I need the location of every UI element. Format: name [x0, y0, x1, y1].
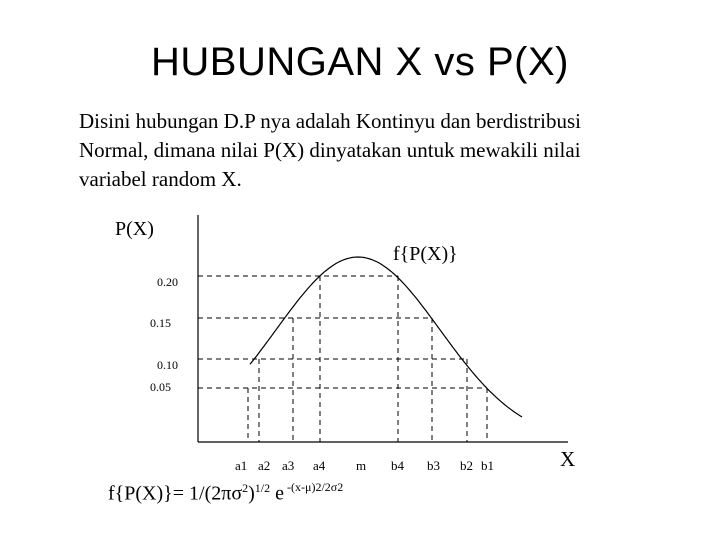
x-tick-label: b2 [460, 458, 473, 473]
y-tick-label: 0.10 [157, 358, 178, 372]
formula-sigma-power: 2 [242, 481, 249, 495]
description-line: variabel random X. [79, 167, 242, 191]
formula-exponent: -(x-μ)2/2σ2 [284, 479, 344, 494]
x-axis-label: X [560, 447, 576, 471]
x-tick-label: a2 [258, 458, 271, 473]
description-line: Disini hubungan D.P nya adalah Kontinyu dan berdistribusi [79, 109, 581, 133]
formula-half-power: 1/2 [254, 481, 271, 495]
x-tick-label: b4 [391, 458, 404, 473]
y-tick-label: 0.05 [150, 380, 171, 394]
formula-lhs: f{P(X)}= 1/(2πσ [108, 482, 243, 505]
x-tick-label: b3 [427, 458, 440, 473]
slide-title: HUBUNGAN X vs P(X) [151, 40, 569, 84]
y-tick-label: 0.15 [150, 316, 171, 330]
x-tick-label: m [356, 458, 367, 473]
curve-label: f{P(X)} [393, 243, 458, 265]
y-axis-label: P(X) [115, 218, 154, 240]
x-tick-label: b1 [481, 458, 494, 473]
description-line: Normal, dimana nilai P(X) dinyatakan untuk mewakili nilai [79, 138, 581, 162]
x-tick-label: a4 [313, 458, 326, 473]
x-tick-label: a3 [282, 458, 295, 473]
formula-e: e [270, 482, 285, 505]
x-tick-label: a1 [235, 458, 248, 473]
normal-curve [250, 257, 522, 417]
formula-close: ) [248, 482, 255, 505]
y-tick-label: 0.20 [157, 275, 178, 289]
normal-pdf-formula [108, 481, 343, 506]
